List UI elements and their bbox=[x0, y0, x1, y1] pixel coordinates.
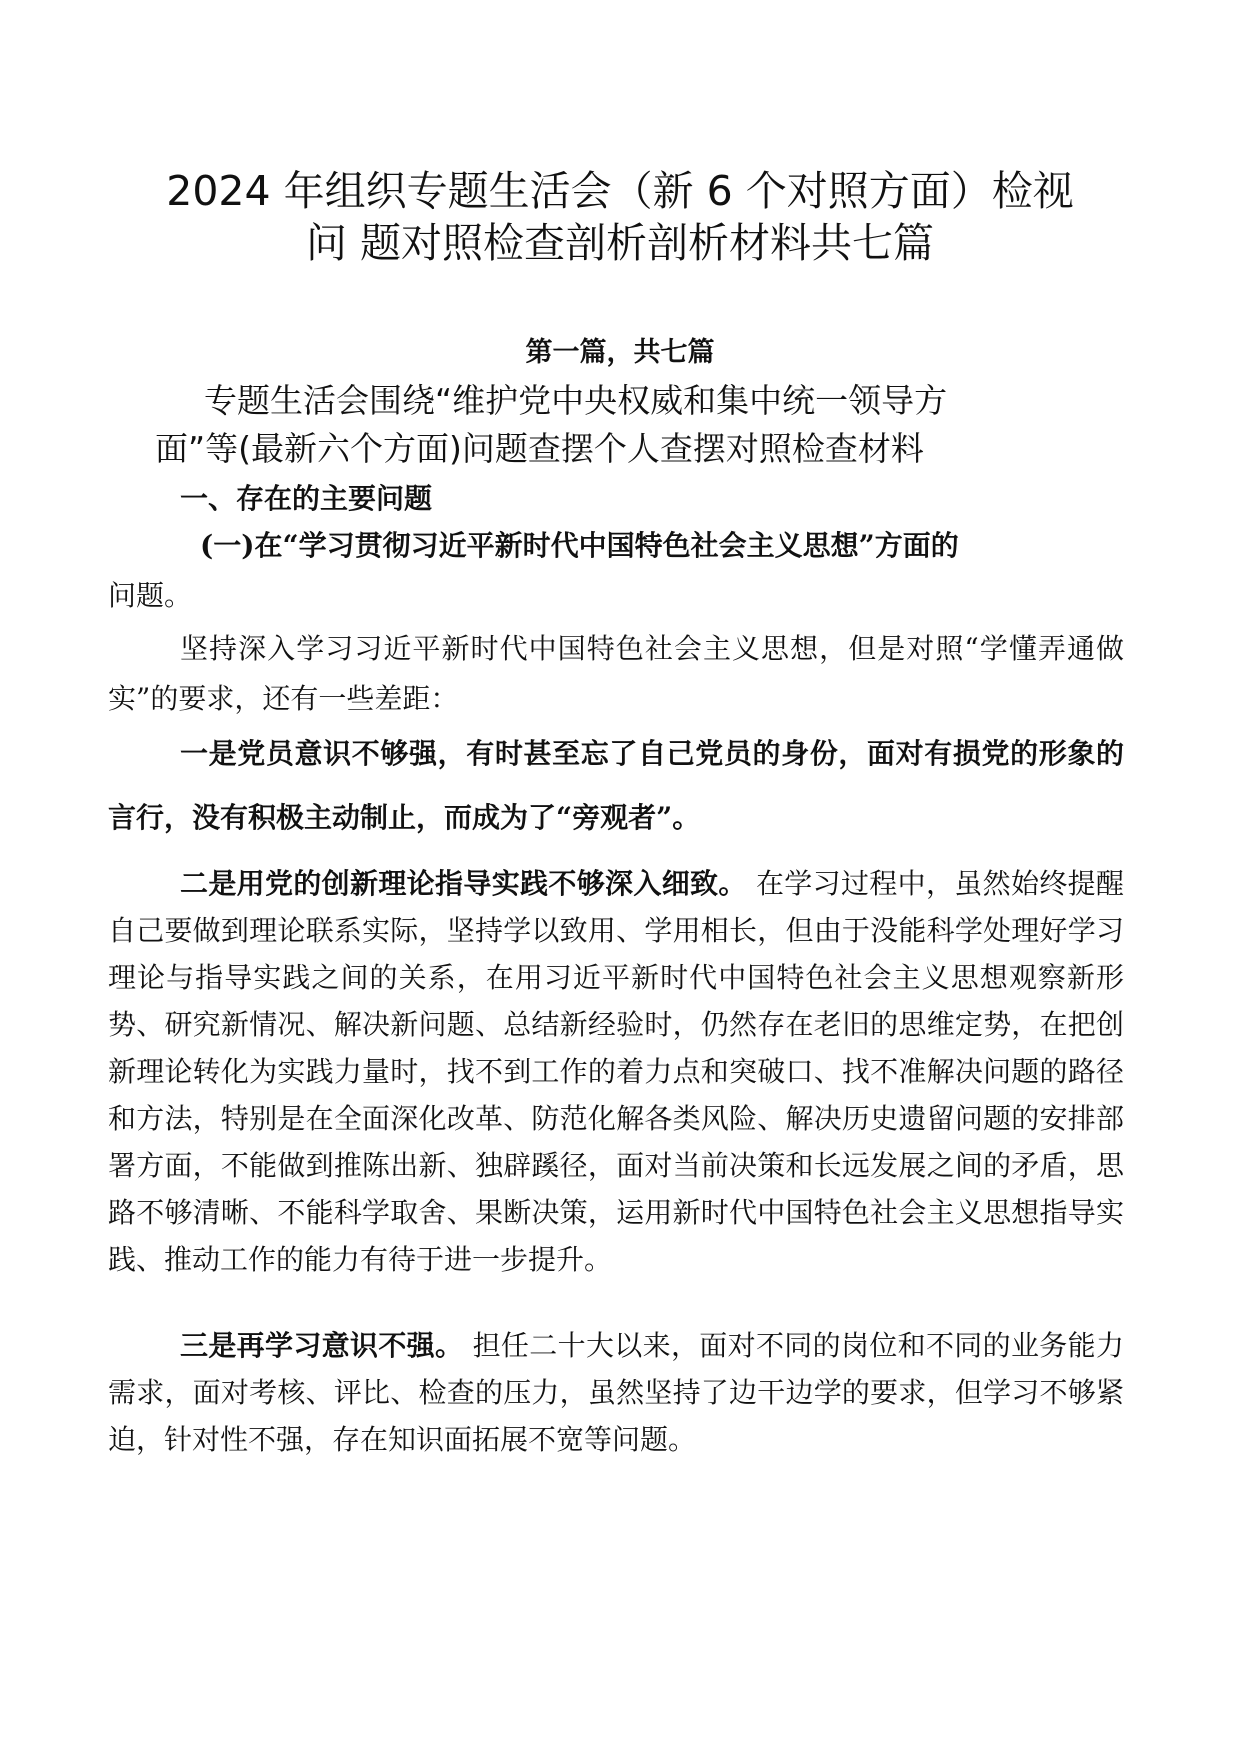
paragraph-1: 坚持深入学习习近平新时代中国特色社会主义思想，但是对照“学懂弄通做实”的要求，还有一些差距： bbox=[108, 632, 1124, 715]
paragraph-4 bbox=[108, 1322, 1124, 1463]
subtitle-line2: 面”等(最新六个方面)问题查摆个人查摆对照检查材料 bbox=[155, 429, 924, 468]
paragraph-3-body: 在学习过程中，虽然始终提醒自己要做到理论联系实际，坚持学以致用、学用相长，但由于没能科学处理好学习理论与指导实践之间的关系，在用习近平新时代中国特色社会主义思想观察新形势、研究新情况、解决新问题、总结新经验时，仍然存在老旧的思维定势，在把创新理论转化为实践力量时，找不到工作的着力点和突破口、找不准解决问题的路径和方法，特别是在全面深化改革、防范化解各类风险、解决历史遗留问题的安排部署方面，不能做到推陈出新、独辟蹊径，面对当前决策和长远发展之间的矛盾，思路不够清晰、不能科学取舍、果断决策，运用新时代中国特色社会主义思想指导实践、推动工作的能力有待于进一步提升。 bbox=[108, 867, 1124, 1276]
section-heading: 一、存在的主要问题 bbox=[180, 482, 433, 515]
document-title-line2: 问 题对照检查剖析剖析材料共七篇 bbox=[305, 219, 935, 267]
subsection-heading-continued: 问题。 bbox=[108, 579, 193, 612]
paragraph-3 bbox=[108, 860, 1124, 1283]
part-heading: 第一篇，共七篇 bbox=[525, 337, 715, 368]
subtitle-line1: 专题生活会围绕“维护党中央权威和集中统一领导方 bbox=[204, 381, 948, 420]
paragraph-4-body: 担任二十大以来，面对不同的岗位和不同的业务能力需求，面对考核、评比、检查的压力，虽然坚持了边干边学的要求，但学习不够紧迫，针对性不强，存在知识面拓展不宽等问题。 bbox=[108, 1329, 1124, 1456]
document-title-line1: 2024 年组织专题生活会（新 6 个对照方面）检视 bbox=[166, 167, 1074, 215]
paragraph-2: 一是党员意识不够强，有时甚至忘了自己党员的身份，面对有损党的形象的言行，没有积极主动制止，而成为了“旁观者”。 bbox=[108, 737, 1124, 834]
paragraph-4-lead: 三是再学习意识不强。 bbox=[180, 1329, 464, 1362]
paragraph-3-lead: 二是用党的创新理论指导实践不够深入细致。 bbox=[180, 867, 747, 900]
subsection-heading: (一)在“学习贯彻习近平新时代中国特色社会主义思想”方面的 bbox=[200, 529, 959, 562]
